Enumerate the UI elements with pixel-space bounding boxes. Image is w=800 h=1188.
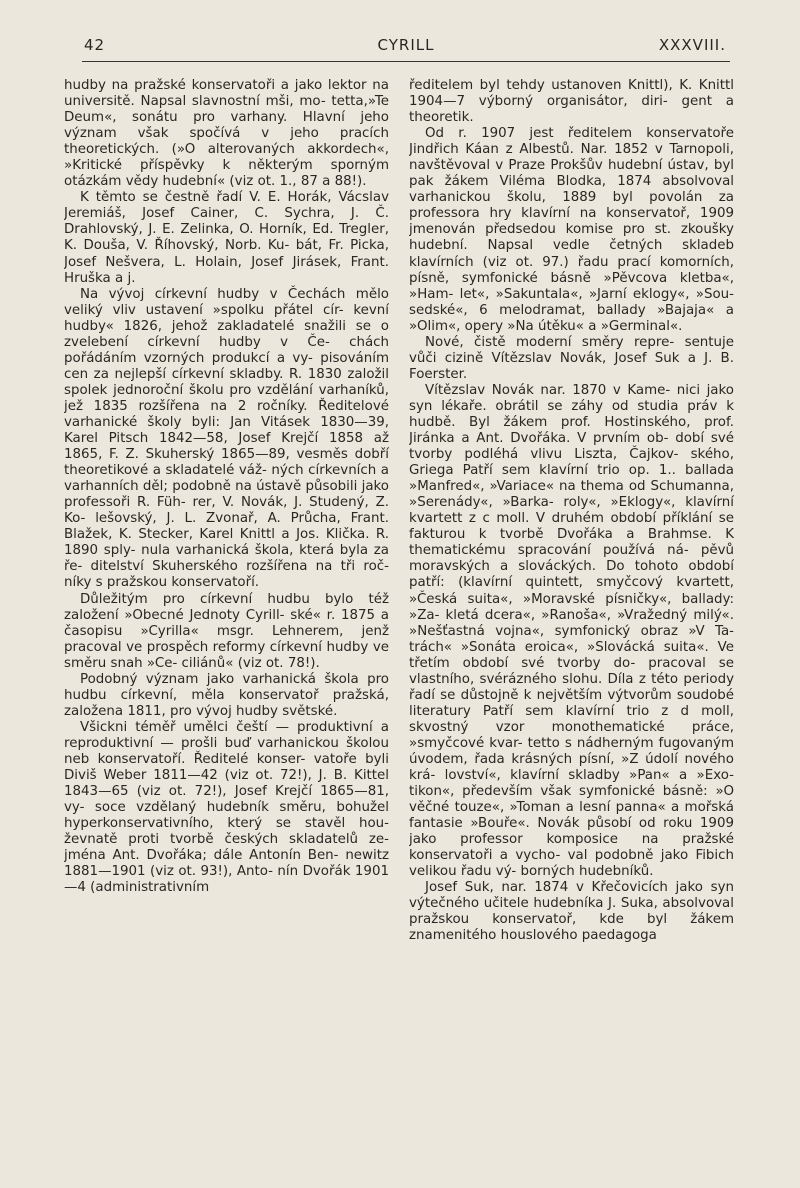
paragraph: ředitelem byl tehdy ustanoven Knittl), K. Knittl 1904—7 výborný organisátor, diri- gent a theoretik. xyxy=(409,78,734,126)
paragraph: Josef Suk, nar. 1874 v Křečovicích jako syn výtečného učitele hudebníka J. Suka, absolvoval pražskou konservatoř, kde byl žákem znamenitého houslového paedagoga xyxy=(409,880,734,944)
right-column xyxy=(409,78,734,1168)
paragraph: Nové, čistě moderní směry repre- sentuje vůči cizině Vítězslav Novák, Josef Suk a J. B. Foerster. xyxy=(409,334,734,382)
left-column xyxy=(64,78,389,1168)
paragraph: Důležitým pro církevní hudbu bylo též založení »Obecné Jednoty Cyrill- ské« r. 1875 a časopisu »Cyrilla« msgr. Lehnerem, jenž pracoval ve prospěch reformy církevní hudby ve směru snah »Ce- ciliánů« (viz ot. 78!). xyxy=(64,591,389,671)
page-number: 42 xyxy=(84,36,106,54)
paragraph: K těmto se čestně řadí V. E. Horák, Vácslav Jeremiáš, Josef Cainer, C. Sychra, J. Č. Drahlovský, J. E. Zelinka, O. Horník, Ed. Tregler, K. Douša, V. Říhovský, Norb. Ku- bát, Fr. Picka, Josef Nešvera, L. Holain, Josef Jirásek, Frant. Hruška a j. xyxy=(64,190,389,286)
paragraph: Na vývoj církevní hudby v Čechách mělo veliký vliv ustavení »spolku přátel cír- kevní hudby« 1826, jehož zakladatelé snažili se o zvelebení církevní hudby v Če- chách pořádáním vzorných produkcí a vy- pisováním cen za nejlepší církevní skladby. R. 1830 založil spolek jednoroční školu pro vzdělání varhaníků, jež 1835 rozšířena na 2 ročníky. Ředitelové varhanické školy byli: Jan Vitásek 1830—39, Karel Pitsch 1842—58, Josef Krejčí 1858 až 1865, F. Z. Skuherský 1865—89, vesměs dobří theoretikové a skladatelé váž- ných církevních a varhanních děl; podobně na ústavě působili jako professoři R. Füh- rer, V. Novák, J. Studený, Z. Ko- lešovský, J. L. Zvonař, A. Průcha, Frant. Blažek, K. Stecker, Karel Knittl a Jos. Klička. R. 1890 sply- nula varhanická škola, která byla za ře- ditelství Skuherského rozšířena na tři roč- níky s pražskou konservatoří. xyxy=(64,286,389,591)
paragraph: Podobný význam jako varhanická škola pro hudbu církevní, měla konservatoř pražská, založena 1811, pro vývoj hudby světské. xyxy=(64,671,389,719)
paragraph: Vítězslav Novák nar. 1870 v Kame- nici jako syn lékaře. obrátil se záhy od studia práv k hudbě. Byl žákem prof. Hostinského, prof. Jiránka a Ant. Dvořáka. V prvním ob- dobí své tvorby podléhá vlivu Liszta, Čajkov- ského, Griega Patří sem klavírní trio op. 1.. ballada »Manfred«, »Variace« na thema od Schumanna, »Serenády«, »Barka- roly«, »Eklogy«, klavírní kvartett z c moll. V druhém období příklání se fakturou k tvorbě Dvořáka a Brahmse. K thematickému spracování používá ná- pěvů moravských a slováckých. Do tohoto období patří: (klavírní quintett, smyčcový kvartett, »Česká suita«, »Moravské písničky«, ballady: »Za- kletá dcera«, »Ranoša«, »Vražedný milý«. »Nešťastná vojna«, symfonický obraz »V Ta- trách« »Sonáta eroica«, »Slovácká suita«. Ve třetím období své tvorby do- pracoval se vlastního, svérázného slohu. Díla z této periody řadí se důstojně k největším výtvorům soudobé literatury Patří sem klavírní trio z d moll, skvostný vzor monothematické práce, »smyčcové kvar- tetto s nádherným fugovaným úvodem, řada krásných písní, »Z údolí nového krá- lovství«, klavírní skladby »Pan« a »Exo- tikon«, především však symfonické básně: »O věčné touze«, »Toman a lesní panna« a mořská fantasie »Bouře«. Novák působí od roku 1909 jako professor komposice na pražské konservatoři a vycho- val podobně jako Fibich velikou řadu vý- borných hudebníků. xyxy=(409,382,734,880)
running-title: CYRILL xyxy=(377,36,435,54)
running-header xyxy=(82,36,730,58)
paragraph: hudby na pražské konservatoři a jako lektor na universitě. Napsal slavnostní mši, mo- tetta,»Te Deum«, sonátu pro varhany. Hlavní jeho význam však spočívá v jeho pracích theoretických. (»O alterovaných akkordech«, »Kritické příspěvky k některým sporným otázkám vědy hudební« (viz ot. 1., 87 a 88!). xyxy=(64,78,389,190)
volume-number: XXXVIII. xyxy=(658,36,726,54)
paragraph: Od r. 1907 jest ředitelem konservatoře Jindřich Káan z Albestů. Nar. 1852 v Tarnopoli, navštěvoval v Praze Prokšův hudební ústav, byl pak žákem Viléma Blodka, 1874 absolvoval varhanickou školu, 1889 byl povolán za professora hry klavírní na konservatoř, 1909 jmenován předsedou komise pro st. zkoušky hudební. Napsal vedle četných skladeb klavírních (viz ot. 97.) řadu prací komorních, písně, symfonické básně »Pěvcova kletba«, »Ham- let«, »Sakuntala«, »Jarní eklogy«, »Sou- sedské«, 6 melodramat, ballady »Bajaja« a »Olim«, opery »Na útěku« a »Germinal«. xyxy=(409,126,734,334)
paragraph: Všickni téměř umělci čeští — produktivní a reproduktivní — prošli buď varhanickou školou neb konservatoří. Ředitelé konser- vatoře byli Diviš Weber 1811—42 (viz ot. 72!), J. B. Kittel 1843—65 (viz ot. 72!), Josef Krejčí 1865—81, vy- soce vzdělaný hudebník směru, bohužel hyperkonservativního, který se stavěl hou- ževnatě proti tvorbě českých skladatelů ze- jména Ant. Dvořáka; dále Antonín Ben- newitz 1881—1901 (viz ot. 93!), Anto- nín Dvořák 1901—4 (administrativním xyxy=(64,719,389,896)
header-rule xyxy=(82,61,730,62)
